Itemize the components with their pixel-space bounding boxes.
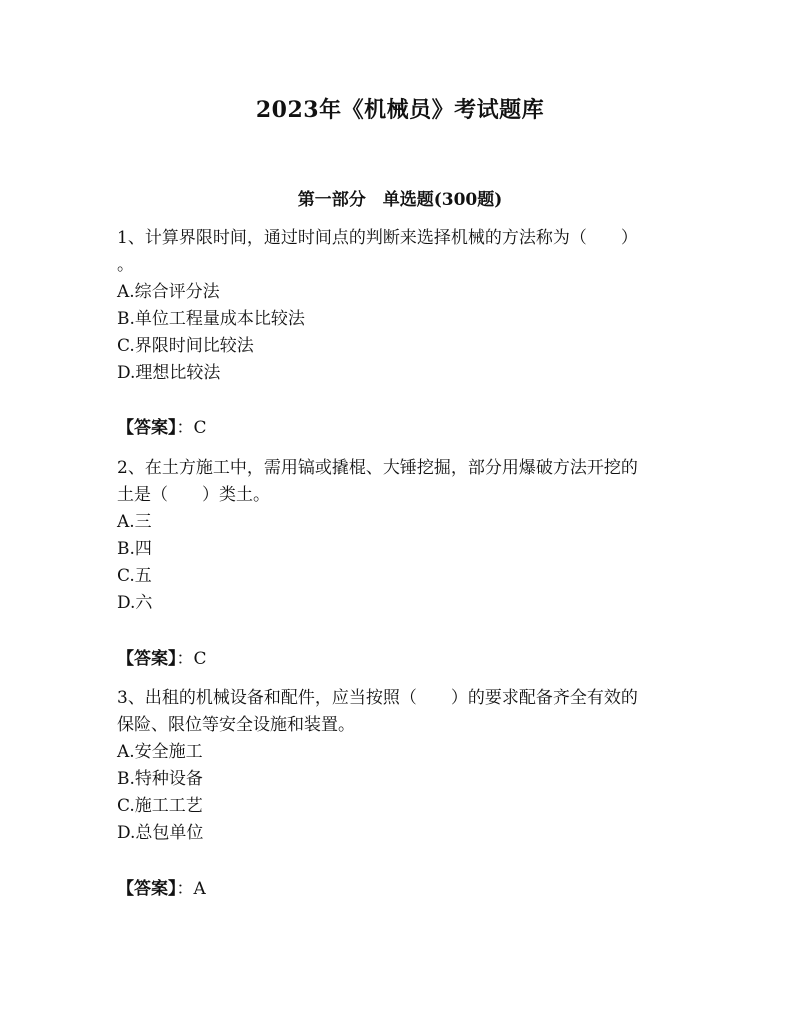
question-stem-line: 。 — [117, 255, 134, 275]
answer-line — [117, 416, 207, 440]
section-title: 第一部分 单选题(300题) — [297, 190, 503, 210]
option-a: A.综合评分法 — [117, 282, 220, 302]
answer-value: ：C — [176, 649, 207, 669]
option-c: C.界限时间比较法 — [117, 336, 254, 356]
answer-label: 【答案】 — [117, 649, 177, 669]
document-title: 2023年《机械员》考试题库 — [255, 97, 545, 123]
question-stem-line: 1、计算界限时间，通过时间点的判断来选择机械的方法称为（ ） — [117, 228, 638, 248]
option-b: B.特种设备 — [117, 769, 203, 789]
question-stem-line: 3、出租的机械设备和配件，应当按照（ ）的要求配备齐全有效的 — [117, 688, 638, 708]
option-c: C.施工工艺 — [117, 796, 203, 816]
option-a: A.三 — [117, 512, 152, 532]
option-b: B.单位工程量成本比较法 — [117, 309, 305, 329]
answer-label: 【答案】 — [117, 879, 177, 899]
option-b: B.四 — [117, 539, 152, 559]
question-stem-line: 保险、限位等安全设施和装置。 — [117, 715, 355, 735]
option-d: D.六 — [117, 593, 153, 613]
answer-value: ：A — [176, 879, 206, 899]
option-c: C.五 — [117, 566, 152, 586]
answer-value: ：C — [176, 418, 207, 438]
option-d: D.总包单位 — [117, 823, 204, 843]
option-a: A.安全施工 — [117, 742, 203, 762]
question-stem-line: 土是（ ）类土。 — [117, 485, 270, 505]
answer-line — [117, 647, 207, 671]
answer-line — [117, 877, 206, 901]
answer-label: 【答案】 — [117, 418, 177, 438]
option-d: D.理想比较法 — [117, 363, 221, 383]
question-stem-line: 2、在土方施工中，需用镐或撬棍、大锤挖掘，部分用爆破方法开挖的 — [117, 458, 638, 478]
